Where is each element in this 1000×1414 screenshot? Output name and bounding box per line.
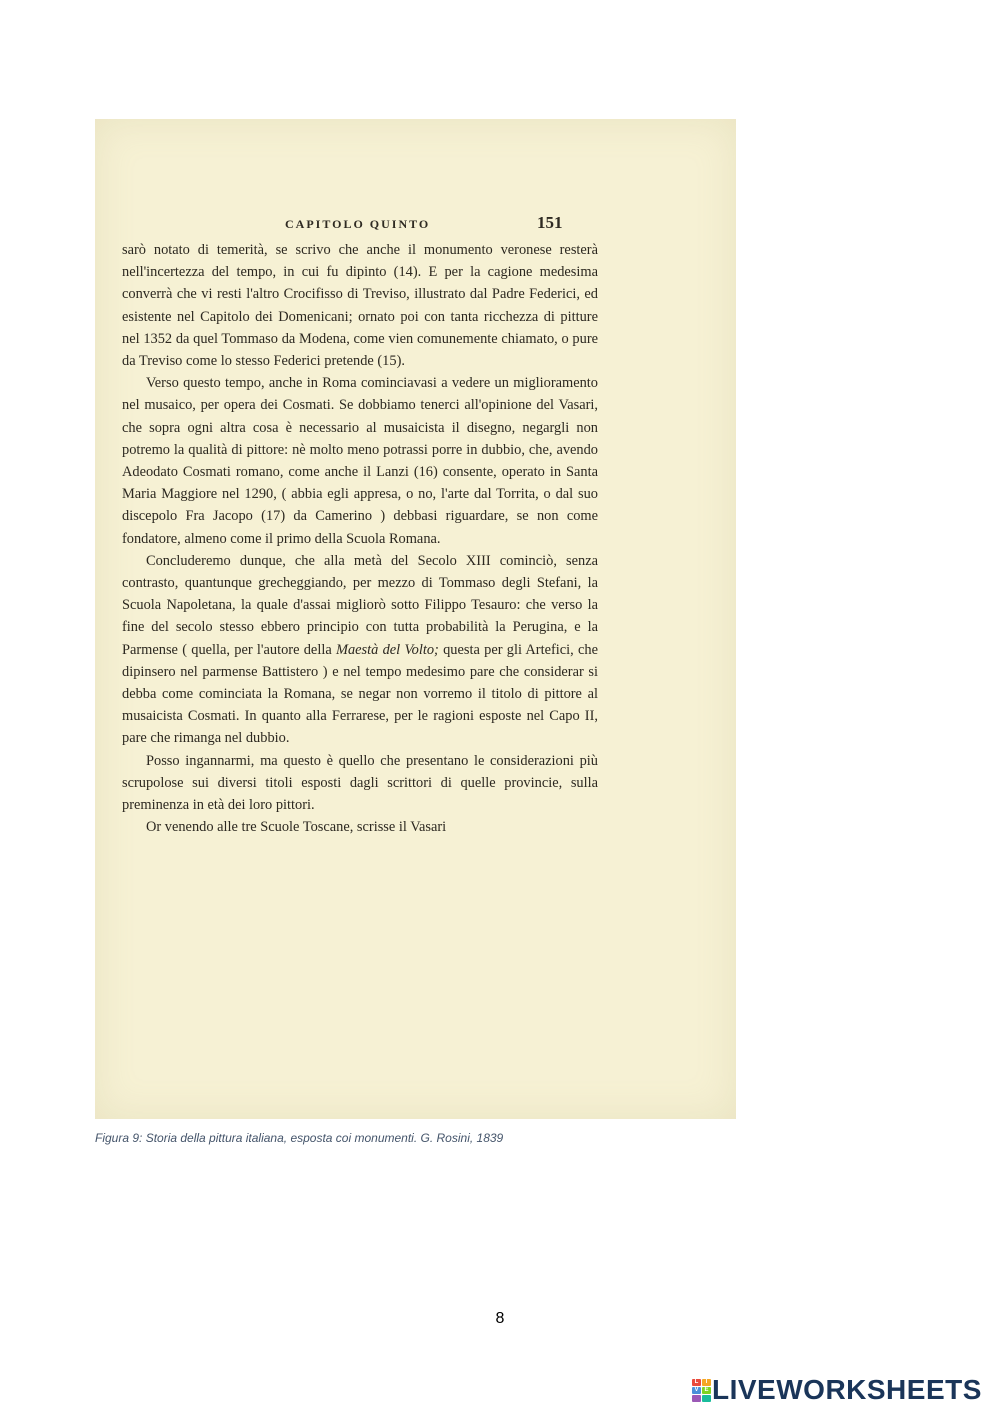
printed-page-number: 151 (537, 213, 563, 232)
liveworksheets-brand[interactable] (692, 1374, 982, 1406)
paragraph-3-italic: Maestà del Volto; (335, 641, 439, 658)
paragraph-3-before: Concluderemo dunque, che alla metà del Secolo XIII cominciò, senza contrasto, quantunque grecheggiando, per mezzo di Tommaso degli Stefani, la Scuola Napoletana, la quale d'assai migliorò sotto Filippo Tesauro: che verso la fine del secolo stesso ebbero principio con tutta probabilità la Perugina, e la Parmense ( quella, per l'autore della (122, 552, 598, 658)
paragraph-3-after: questa per gli Artefici, che dipinsero nel parmense Battistero ) e nel tempo medesimo pare che considerar si debba come cominciata la Romana, se negar non vorremo il titolo di pittore al musaicista Cosmati. In quanto alla Ferrarese, per le ragioni esposte nel Capo II, pare che rimanga nel dubbio. (122, 641, 598, 747)
logo-tile-3: V (692, 1387, 701, 1394)
logo-tile-5 (692, 1395, 701, 1402)
book-text-block (122, 239, 598, 838)
running-title: CAPITOLO QUINTO (285, 217, 431, 231)
footer-page-number: 8 (495, 1310, 505, 1327)
logo-tile-6 (702, 1395, 711, 1402)
paragraph-3 (122, 550, 598, 750)
paragraph-5: Or venendo alle tre Scuole Toscane, scrisse il Vasari (146, 819, 447, 836)
paragraph-1: sarò notato di temerità, se scrivo che anche il monumento veronese resterà nell'incertezza del tempo, in cui fu dipinto (14). E per la cagione medesima converrà che vi resti l'altro Crocifisso di Treviso, illustrato dal Padre Federici, ed esistente nel Capitolo dei Domenicani; ornato poi con tanta ricchezza di pitture nel 1352 da quel Tommaso da Modena, come vien comunemente chiamato, o pure da Treviso come lo stesso Federici pretende (15). (122, 242, 598, 370)
figure-caption: Figura 9: Storia della pittura italiana, esposta coi monumenti. G. Rosini, 1839 (95, 1131, 504, 1145)
scanned-book-page (95, 119, 736, 1119)
liveworksheets-logo-icon (692, 1379, 710, 1401)
paragraph-2: Verso questo tempo, anche in Roma cominciavasi a vedere un miglioramento nel musaico, per opera dei Cosmati. Se dobbiamo tenerci all'opinione del Vasari, che sopra ogni altra cosa è necessario al musaicista il disegno, negargli non potremo la qualità di pittore: nè molto meno potrassi porre in dubbio, che, avendo Adeodato Cosmati romano, come anche il Lanzi (16) consente, operato in Santa Maria Maggiore nel 1290, ( abbia egli appresa, o no, l'arte dal Torrita, o dal suo discepolo Fra Jacopo (17) da Camerino ) debbasi riguardare, se non come fondatore, almeno come il primo della Scuola Romana. (122, 375, 598, 547)
logo-tile-4: E (702, 1387, 711, 1394)
paragraph-4: Posso ingannarmi, ma questo è quello che presentano le considerazioni più scrupolose sui diversi titoli esposti dagli scrittori di quelle provincie, sulla preminenza in età dei loro pittori. (122, 752, 598, 814)
logo-tile-1: L (692, 1379, 701, 1386)
running-head (95, 215, 736, 237)
logo-tile-2: I (702, 1379, 711, 1386)
brand-name: LIVEWORKSHEETS (712, 1374, 982, 1405)
